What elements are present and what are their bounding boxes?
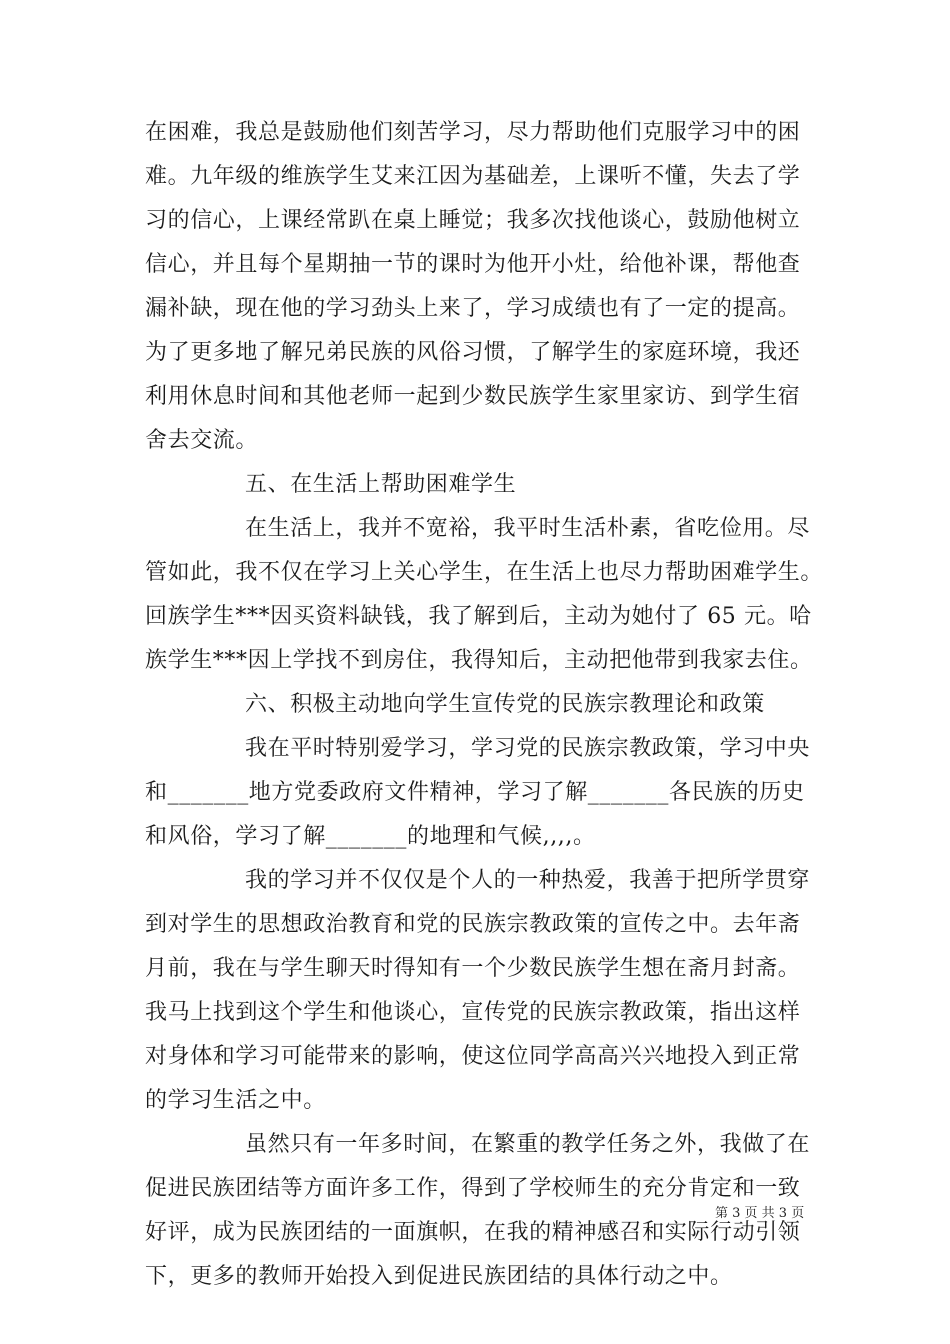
section-heading: 六、积极主动地向学生宣传党的民族宗教理论和政策 xyxy=(245,692,765,717)
body-text-line: 虽然只有一年多时间，在繁重的教学任务之外，我做了在 xyxy=(245,1132,811,1157)
body-text-line: 舍去交流。 xyxy=(145,428,259,453)
body-text-line: 对身体和学习可能带来的影响，使这位同学高高兴兴地投入到正常 xyxy=(145,1044,801,1069)
body-text-line: 促进民族团结等方面许多工作，得到了学校师生的充分肯定和一致 xyxy=(145,1176,801,1201)
body-text-line: 月前，我在与学生聊天时得知有一个少数民族学生想在斋月封斋。 xyxy=(145,956,801,981)
body-text-line: 回族学生***因买资料缺钱，我了解到后，主动为她付了 65 元。哈 xyxy=(145,604,812,629)
body-text-line: 在困难，我总是鼓励他们刻苦学习，尽力帮助他们克服学习中的困 xyxy=(145,120,801,145)
body-text-line: 我马上找到这个学生和他谈心，宣传党的民族宗教政策，指出这样 xyxy=(145,1000,801,1025)
body-text-line: 为了更多地了解兄弟民族的风俗习惯，了解学生的家庭环境，我还 xyxy=(145,340,801,365)
body-text-line: 管如此，我不仅在学习上关心学生，在生活上也尽力帮助困难学生。 xyxy=(145,560,824,585)
body-text-line: 和_______地方党委政府文件精神，学习了解_______各民族的历史 xyxy=(145,780,805,805)
body-text-line: 我的学习并不仅仅是个人的一种热爱，我善于把所学贯穿 xyxy=(245,868,811,893)
section-heading: 五、在生活上帮助困难学生 xyxy=(245,472,517,497)
body-text-line: 下，更多的教师开始投入到促进民族团结的具体行动之中。 xyxy=(145,1264,733,1289)
body-text-line: 好评，成为民族团结的一面旗帜，在我的精神感召和实际行动引领 xyxy=(145,1220,801,1245)
body-text-line: 信心，并且每个星期抽一节的课时为他开小灶，给他补课，帮他查 xyxy=(145,252,801,277)
body-text-line: 漏补缺，现在他的学习劲头上来了，学习成绩也有了一定的提高。 xyxy=(145,296,801,321)
body-text-line: 利用休息时间和其他老师一起到少数民族学生家里家访、到学生宿 xyxy=(145,384,801,409)
body-text-line: 的学习生活之中。 xyxy=(145,1088,326,1113)
body-text-line: 习的信心，上课经常趴在桌上睡觉；我多次找他谈心，鼓励他树立 xyxy=(145,208,801,233)
body-text-line: 难。九年级的维族学生艾来江因为基础差，上课听不懂，失去了学 xyxy=(145,164,801,189)
body-text-line: 和风俗，学习了解_______的地理和气候,,,,。 xyxy=(145,824,596,849)
page-number-footer: 第 3 页 共 3 页 xyxy=(715,1206,805,1221)
body-text-line: 到对学生的思想政治教育和党的民族宗教政策的宣传之中。去年斋 xyxy=(145,912,801,937)
body-text-line: 我在平时特别爱学习，学习党的民族宗教政策，学习中央 xyxy=(245,736,811,761)
body-text-line: 在生活上，我并不宽裕，我平时生活朴素，省吃俭用。尽 xyxy=(245,516,811,541)
body-text-line: 族学生***因上学找不到房住，我得知后，主动把他带到我家去住。 xyxy=(145,648,813,673)
